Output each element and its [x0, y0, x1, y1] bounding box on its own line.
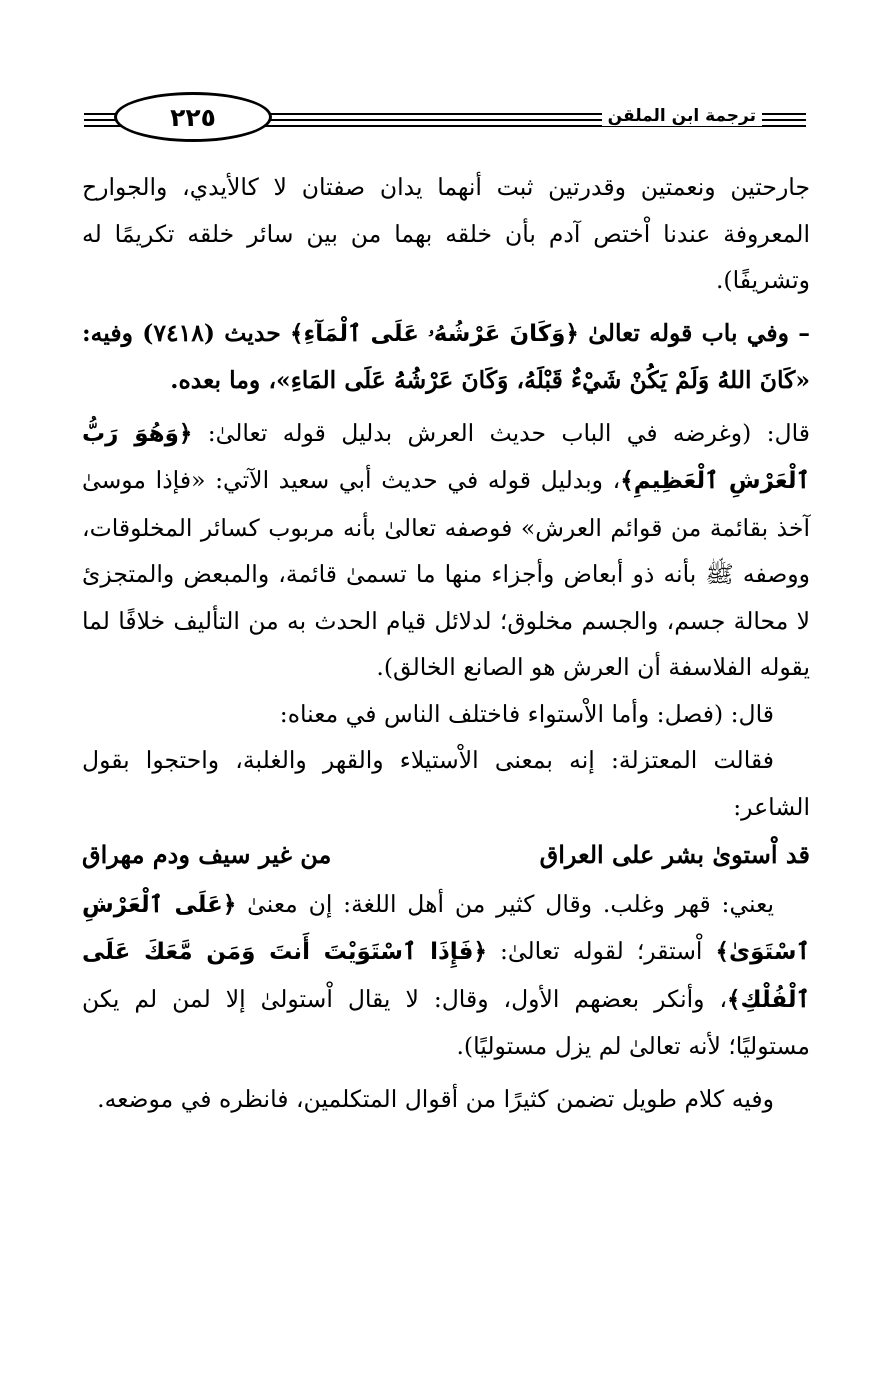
paragraph [82, 410, 810, 691]
quran-verse: ﴿وَكَانَ عَرْشُهُۥ عَلَى ٱلْمَآءِ﴾ [290, 320, 579, 347]
paragraph: – وفي باب قوله تعالىٰ ﴿وَكَانَ عَرْشُهُۥ عَلَى ٱلْمَآءِ﴾ حديث (٧٤١٨) وفيه: «كَانَ اللهُ وَلَمْ يَكُنْ شَيْءٌ قَبْلَهُ، وَكَانَ عَرْشُهُ عَلَى المَاءِ»، وما بعده. [82, 318, 810, 394]
running-title: ترجمة ابن الملقن [602, 106, 762, 126]
paragraph [82, 881, 810, 1070]
page-number: ٢٢٥ [170, 102, 216, 132]
body-text [82, 164, 810, 1122]
text-run: حديث (٧٤١٨) وفيه: « [82, 318, 810, 394]
text-run: – وفي باب قوله تعالىٰ [578, 318, 810, 347]
page-number-oval [114, 92, 272, 142]
text-run: قال: (وغرضه في الباب حديث العرش بدليل قوله تعالىٰ: [192, 418, 810, 447]
poetry-verse [82, 832, 810, 879]
paragraph: جارحتين ونعمتين وقدرتين ثبت أنهما يدان صفتان لا كالأيدي، والجوارح المعروفة عندنا اْختص آدم بأن خلقه بهما من بين سائر خلقه تكريمًا له وتشريفًا). [82, 173, 810, 294]
text-run: ، وما بعده. [170, 366, 277, 394]
quran-verse: ﴿وَهُوَ رَبُّ ٱلْعَرْشِ ٱلْعَظِيمِ﴾ [82, 420, 810, 494]
running-header [84, 86, 806, 150]
verse-second-hemistich: من غير سيف ودم مهراق [82, 840, 332, 869]
text-run: يعني: قهر وغلب. وقال كثير من أهل اللغة: إن معنىٰ [236, 889, 774, 918]
verse-first-hemistich: قد اْستوىٰ بشر على العراق [539, 840, 810, 869]
quran-verse: ﴿فَإِذَا ٱسْتَوَيْتَ أَنتَ وَمَن مَّعَكَ عَلَى ٱلْفُلْكِ﴾ [82, 939, 810, 1013]
quran-verse: ﴿عَلَى ٱلْعَرْشِ ٱسْتَوَىٰ﴾ [82, 891, 810, 965]
text-run: ، وأنكر بعضهم الأول، وقال: لا يقال اْستولىٰ إلا لمن لم يكن مستوليًا؛ لأنه تعالىٰ لم يزل مستوليًا). [82, 984, 810, 1060]
text-run: اْستقر؛ لقوله تعالىٰ: [486, 937, 716, 965]
hadith-quote: كَانَ اللهُ وَلَمْ يَكُنْ شَيْءٌ قَبْلَهُ، وَكَانَ عَرْشُهُ عَلَى المَاءِ [290, 366, 796, 394]
paragraph: وفيه كلام طويل تضمن كثيرًا من أقوال المتكلمين، فانظره في موضعه. [97, 1084, 774, 1113]
text-run: ، وبدليل قوله في حديث أبي سعيد الآتي: «فإذا موسىٰ آخذ بقائمة من قوائم العرش» فوصفه تعالىٰ بأنه مربوب كسائر المخلوقات، ووصفه ﷺ بأنه ذو أبعاض وأجزاء منها ما تسمىٰ قائمة، والمبعض والمتجزئ لا محالة جسم، والجسم مخلوق؛ لدلائل قيام الحدث به من التأليف خلافًا لما يقوله الفلاسفة أن العرش هو الصانع الخالق). [82, 466, 810, 681]
paragraph: فقالت المعتزلة: إنه بمعنى الاْستيلاء والقهر والغلبة، واحتجوا بقول الشاعر: [82, 746, 810, 821]
paragraph: قال: (فصل: وأما الاْستواء فاختلف الناس في معناه: [279, 699, 774, 728]
